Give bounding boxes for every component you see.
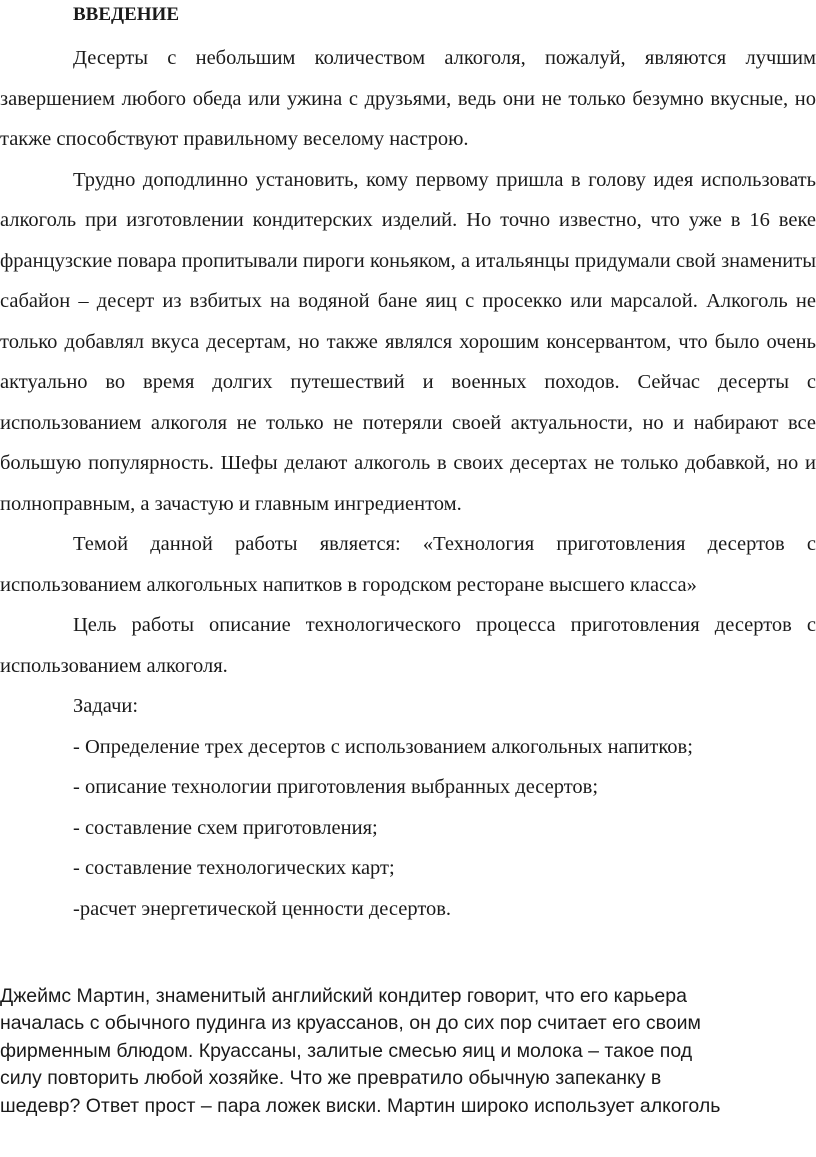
text-line: шедевр? Ответ прост – пара ложек виски. Мартин широко использует алкоголь [0, 1094, 721, 1117]
task-item: - описание технологии приготовления выбранных десертов; [73, 776, 599, 798]
text-line: силу повторить любой хозяйке. Что же превратило обычную запеканку в [0, 1067, 662, 1090]
continuation-text [0, 983, 816, 1120]
paragraph-history: Трудно доподлинно установить, кому первому пришла в голову идея использовать алкоголь при изготовлении кондитерских изделий. Но точно известно, что уже в 16 веке французские повара пропитывали пироги коньяком, а итальянцы придумали свой знамениты сабайон – десерт из взбитых на водяной бане яиц с просекко или марсалой. Алкоголь не только добавлял вкуса десертам, но также являлся хорошим консервантом, что было очень актуально во время долгих путешествий и военных походов. Сейчас десерты с использованием алкоголя не только не потеряли своей актуальности, но и набирают все большую популярность. Шефы делают алкоголь в своих десертах не только добавкой, но и полноправным, а зачастую и главным ингредиентом. [0, 168, 816, 515]
task-item: - составление технологических карт; [73, 857, 395, 879]
tasks-title: Задачи: [73, 695, 139, 717]
main-text [0, 38, 816, 929]
paragraph-intro: Десерты с небольшим количеством алкоголя, пожалуй, являются лучшим завершением любого обеда или ужина с друзьями, ведь они не только безумно вкусные, но также способствуют правильному веселому настрою. [0, 47, 816, 150]
text-line: фирменным блюдом. Круассаны, залитые смесью яиц и молока – такое под [0, 1039, 693, 1062]
task-item: -расчет энергетической ценности десертов. [73, 897, 452, 920]
task-item: - Определение трех десертов с использованием алкогольных напитков; [73, 735, 693, 758]
paragraph-topic: Темой данной работы является: «Технология приготовления десертов с использованием алкогольных напитков в городском ресторане высшего класса» [0, 533, 816, 596]
text-line: Джеймс Мартин, знаменитый английский кондитер говорит, что его карьера [0, 985, 687, 1007]
text-line: началась с обычного пудинга из круассанов, он до сих пор считает его своим [0, 1012, 701, 1035]
paragraph-goal: Цель работы описание технологического процесса приготовления десертов с использованием алкоголя. [0, 614, 816, 677]
page-title: ВВЕДЕНИЕ [73, 4, 179, 25]
task-item: - составление схем приготовления; [73, 816, 378, 839]
